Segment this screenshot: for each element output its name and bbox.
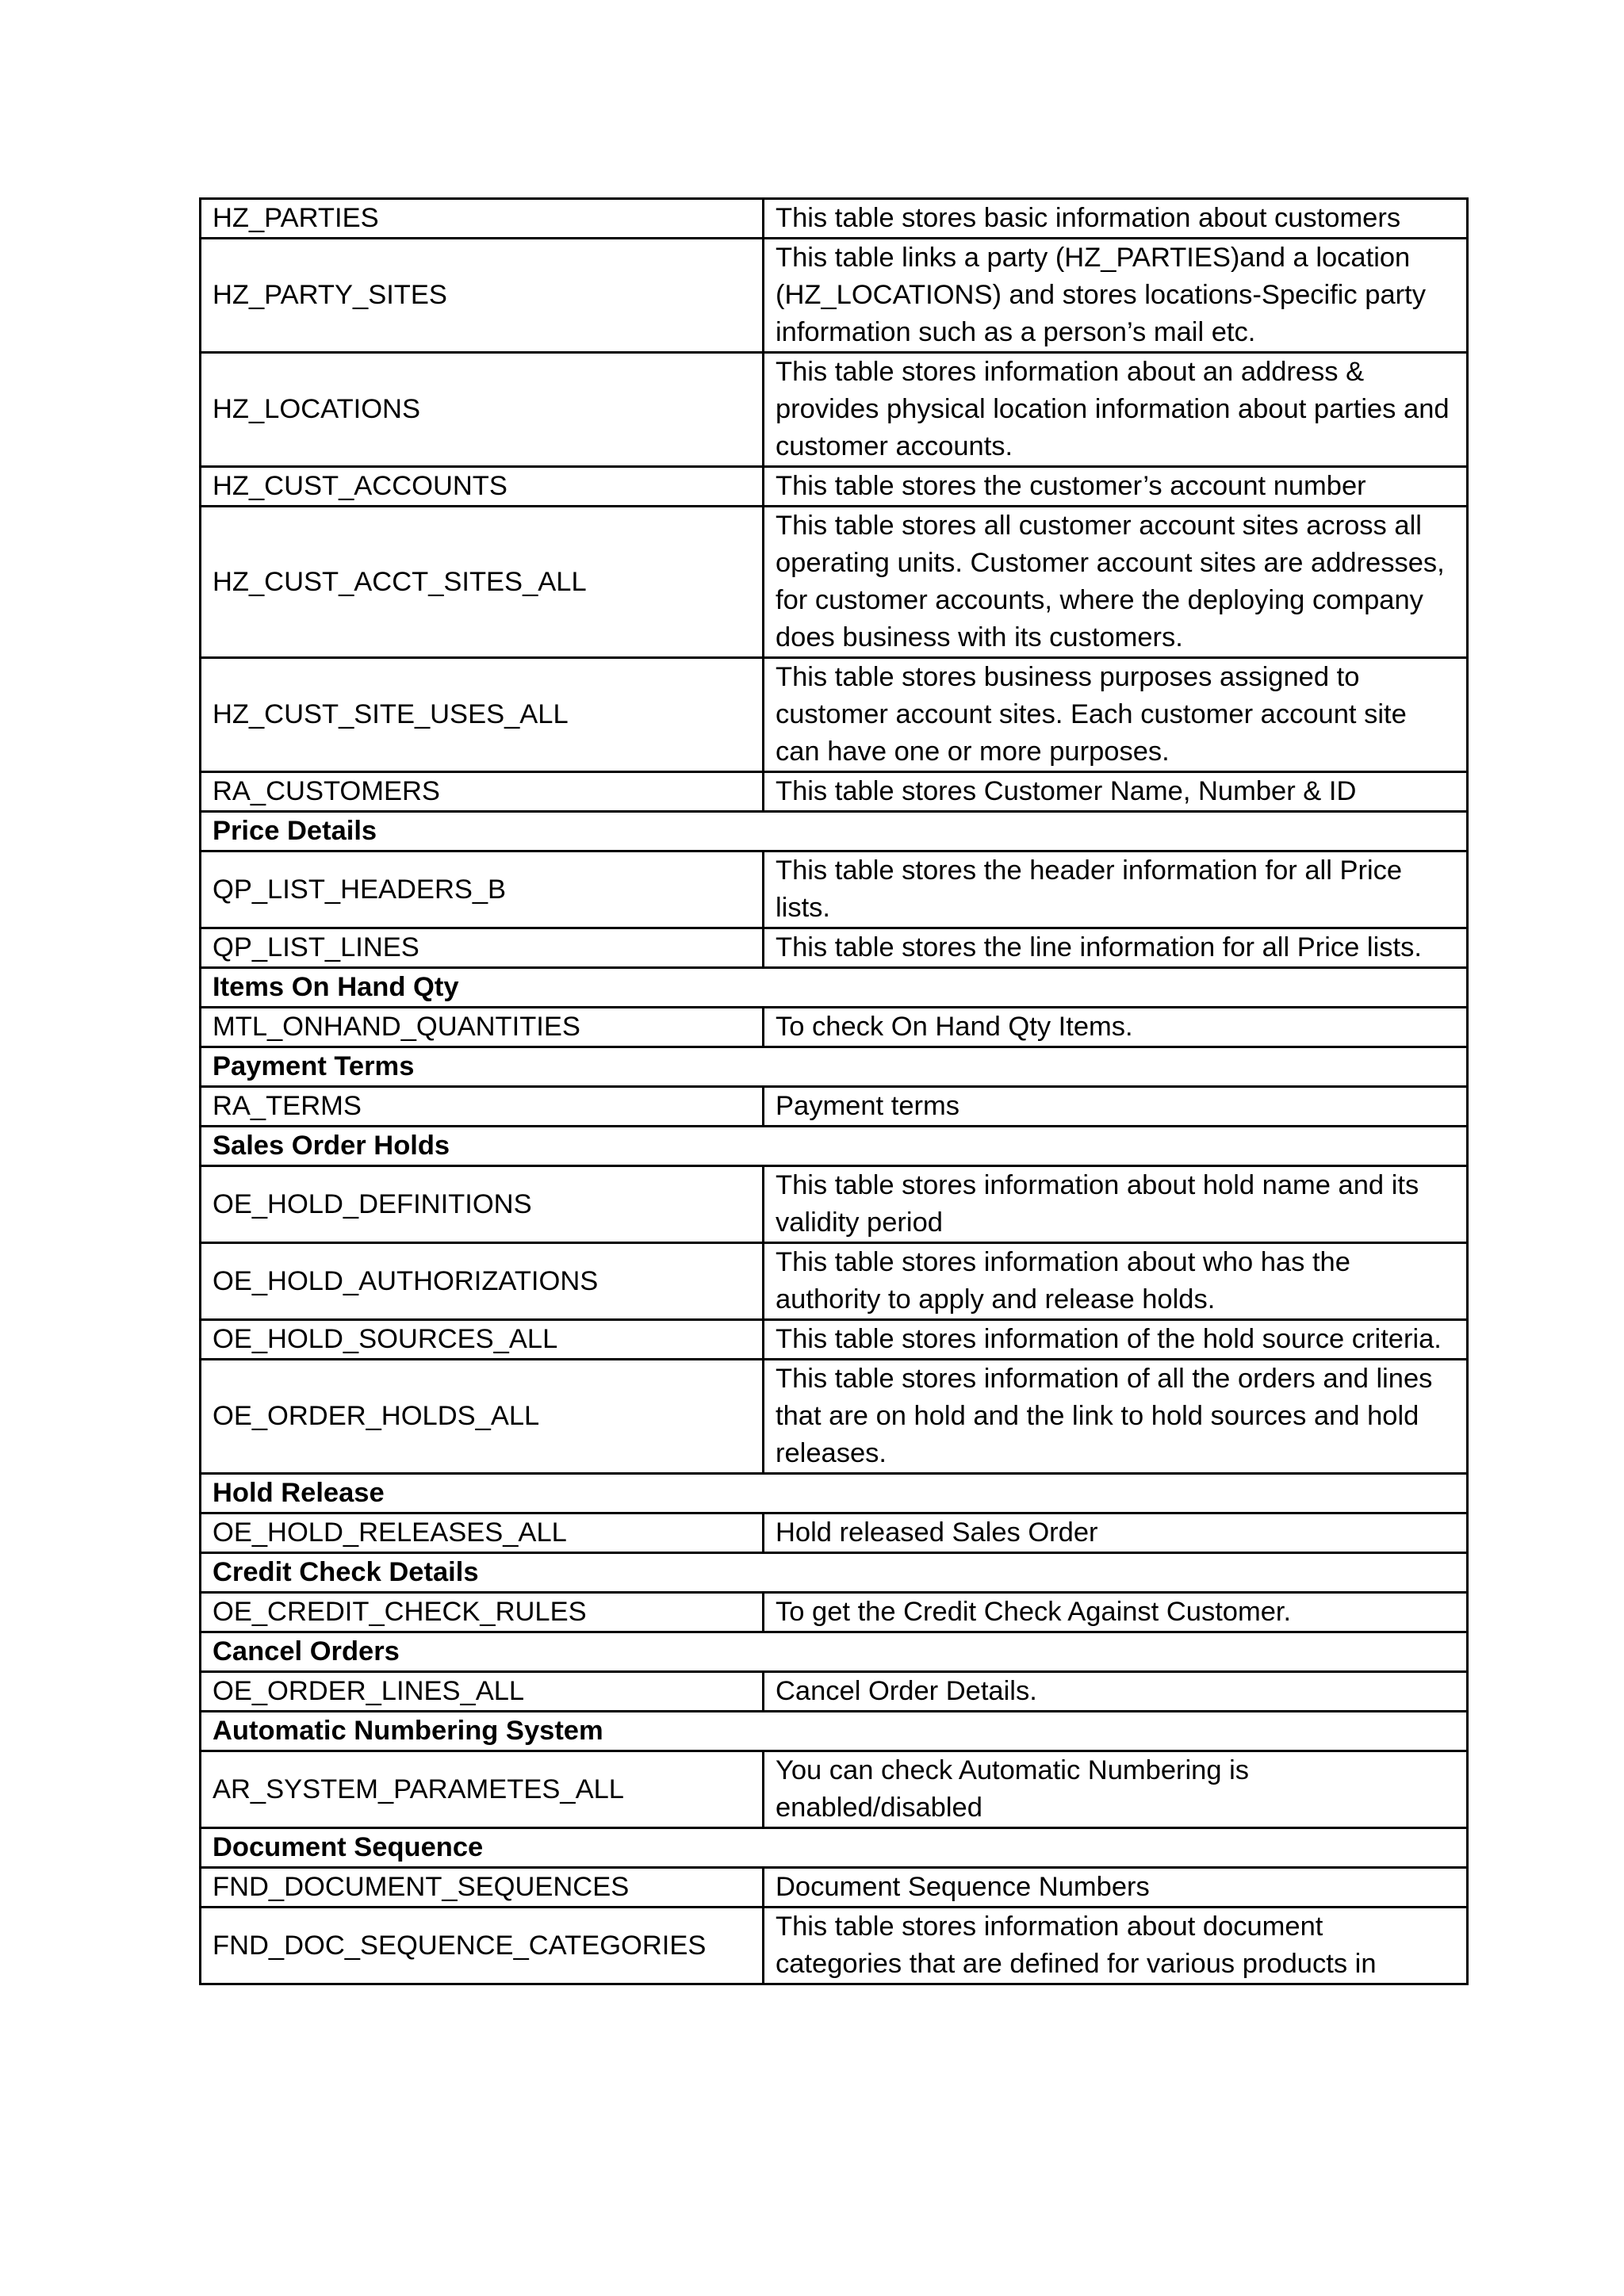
table-row bbox=[201, 1908, 1468, 1984]
table-description-cell: This table stores information about an address & provides physical location information about parties and customer accounts. bbox=[764, 353, 1468, 467]
section-title: Document Sequence bbox=[201, 1828, 1468, 1868]
table-row bbox=[201, 1243, 1468, 1320]
table-description-cell: To get the Credit Check Against Customer. bbox=[764, 1593, 1468, 1632]
table-description-cell: This table stores information about who has the authority to apply and release holds. bbox=[764, 1243, 1468, 1320]
table-name-cell: FND_DOC_SEQUENCE_CATEGORIES bbox=[201, 1908, 764, 1984]
section-title: Cancel Orders bbox=[201, 1632, 1468, 1672]
table-description-cell: This table stores information of all the orders and lines that are on hold and the link to hold sources and hold releases. bbox=[764, 1360, 1468, 1474]
table-name-cell: RA_TERMS bbox=[201, 1087, 764, 1127]
table-row bbox=[201, 239, 1468, 353]
section-header-row bbox=[201, 1127, 1468, 1166]
table-row bbox=[201, 1166, 1468, 1243]
table-description-cell: This table stores business purposes assigned to customer account sites. Each customer account site can have one or more purposes. bbox=[764, 658, 1468, 772]
table-name-cell: MTL_ONHAND_QUANTITIES bbox=[201, 1008, 764, 1047]
table-description-cell: Document Sequence Numbers bbox=[764, 1868, 1468, 1908]
table-name-cell: OE_HOLD_DEFINITIONS bbox=[201, 1166, 764, 1243]
table-row bbox=[201, 353, 1468, 467]
table-row bbox=[201, 1087, 1468, 1127]
table-description-cell: This table stores the customer’s account number bbox=[764, 467, 1468, 507]
section-header-row bbox=[201, 1553, 1468, 1593]
section-header-row bbox=[201, 1047, 1468, 1087]
table-name-cell: HZ_CUST_ACCT_SITES_ALL bbox=[201, 507, 764, 658]
table-description-cell: This table stores information about hold name and its validity period bbox=[764, 1166, 1468, 1243]
section-header-row bbox=[201, 1828, 1468, 1868]
table-row bbox=[201, 1868, 1468, 1908]
table-name-cell: FND_DOCUMENT_SEQUENCES bbox=[201, 1868, 764, 1908]
section-title: Automatic Numbering System bbox=[201, 1712, 1468, 1751]
section-title: Credit Check Details bbox=[201, 1553, 1468, 1593]
table-row bbox=[201, 928, 1468, 968]
table-description-cell: This table stores all customer account sites across all operating units. Customer account sites are addresses, for customer accounts, where the deploying company does business with its customers. bbox=[764, 507, 1468, 658]
table-description-cell: Payment terms bbox=[764, 1087, 1468, 1127]
table-row bbox=[201, 1008, 1468, 1047]
section-title: Hold Release bbox=[201, 1474, 1468, 1513]
table-row bbox=[201, 1360, 1468, 1474]
table-row bbox=[201, 507, 1468, 658]
table-name-cell: HZ_PARTY_SITES bbox=[201, 239, 764, 353]
table-name-cell: OE_ORDER_LINES_ALL bbox=[201, 1672, 764, 1712]
section-header-row bbox=[201, 1712, 1468, 1751]
table-description-cell: To check On Hand Qty Items. bbox=[764, 1008, 1468, 1047]
table-description-cell: This table stores the header information for all Price lists. bbox=[764, 851, 1468, 928]
table-row bbox=[201, 1751, 1468, 1828]
table-name-cell: QP_LIST_LINES bbox=[201, 928, 764, 968]
table-description-cell: Cancel Order Details. bbox=[764, 1672, 1468, 1712]
table-description-cell: This table stores the line information for all Price lists. bbox=[764, 928, 1468, 968]
table-row bbox=[201, 772, 1468, 812]
section-title: Price Details bbox=[201, 812, 1468, 851]
table-body bbox=[201, 199, 1468, 1984]
table-row bbox=[201, 851, 1468, 928]
table-name-cell: HZ_CUST_SITE_USES_ALL bbox=[201, 658, 764, 772]
table-description-cell: This table stores basic information about customers bbox=[764, 199, 1468, 239]
table-name-cell: OE_CREDIT_CHECK_RULES bbox=[201, 1593, 764, 1632]
section-header-row bbox=[201, 968, 1468, 1008]
table-description-cell: This table links a party (HZ_PARTIES)and a location (HZ_LOCATIONS) and stores locations-Specific party information such as a person’s mail etc. bbox=[764, 239, 1468, 353]
table-description-cell: This table stores information of the hold source criteria. bbox=[764, 1320, 1468, 1360]
section-header-row bbox=[201, 1632, 1468, 1672]
table-name-cell: HZ_PARTIES bbox=[201, 199, 764, 239]
tables-reference-table bbox=[199, 197, 1469, 1985]
section-header-row bbox=[201, 812, 1468, 851]
table-description-cell: You can check Automatic Numbering is enabled/disabled bbox=[764, 1751, 1468, 1828]
table-row bbox=[201, 1593, 1468, 1632]
section-title: Sales Order Holds bbox=[201, 1127, 1468, 1166]
table-name-cell: QP_LIST_HEADERS_B bbox=[201, 851, 764, 928]
table-description-cell: This table stores information about document categories that are defined for various products in bbox=[764, 1908, 1468, 1984]
table-row bbox=[201, 1672, 1468, 1712]
table-name-cell: OE_ORDER_HOLDS_ALL bbox=[201, 1360, 764, 1474]
section-title: Payment Terms bbox=[201, 1047, 1468, 1087]
table-description-cell: Hold released Sales Order bbox=[764, 1513, 1468, 1553]
section-header-row bbox=[201, 1474, 1468, 1513]
table-row bbox=[201, 467, 1468, 507]
table-name-cell: HZ_LOCATIONS bbox=[201, 353, 764, 467]
table-row bbox=[201, 1320, 1468, 1360]
table-name-cell: OE_HOLD_AUTHORIZATIONS bbox=[201, 1243, 764, 1320]
table-name-cell: HZ_CUST_ACCOUNTS bbox=[201, 467, 764, 507]
section-title: Items On Hand Qty bbox=[201, 968, 1468, 1008]
table-name-cell: RA_CUSTOMERS bbox=[201, 772, 764, 812]
table-name-cell: OE_HOLD_SOURCES_ALL bbox=[201, 1320, 764, 1360]
table-name-cell: AR_SYSTEM_PARAMETES_ALL bbox=[201, 1751, 764, 1828]
table-description-cell: This table stores Customer Name, Number & ID bbox=[764, 772, 1468, 812]
table-name-cell: OE_HOLD_RELEASES_ALL bbox=[201, 1513, 764, 1553]
table-row bbox=[201, 199, 1468, 239]
table-row bbox=[201, 1513, 1468, 1553]
table-row bbox=[201, 658, 1468, 772]
